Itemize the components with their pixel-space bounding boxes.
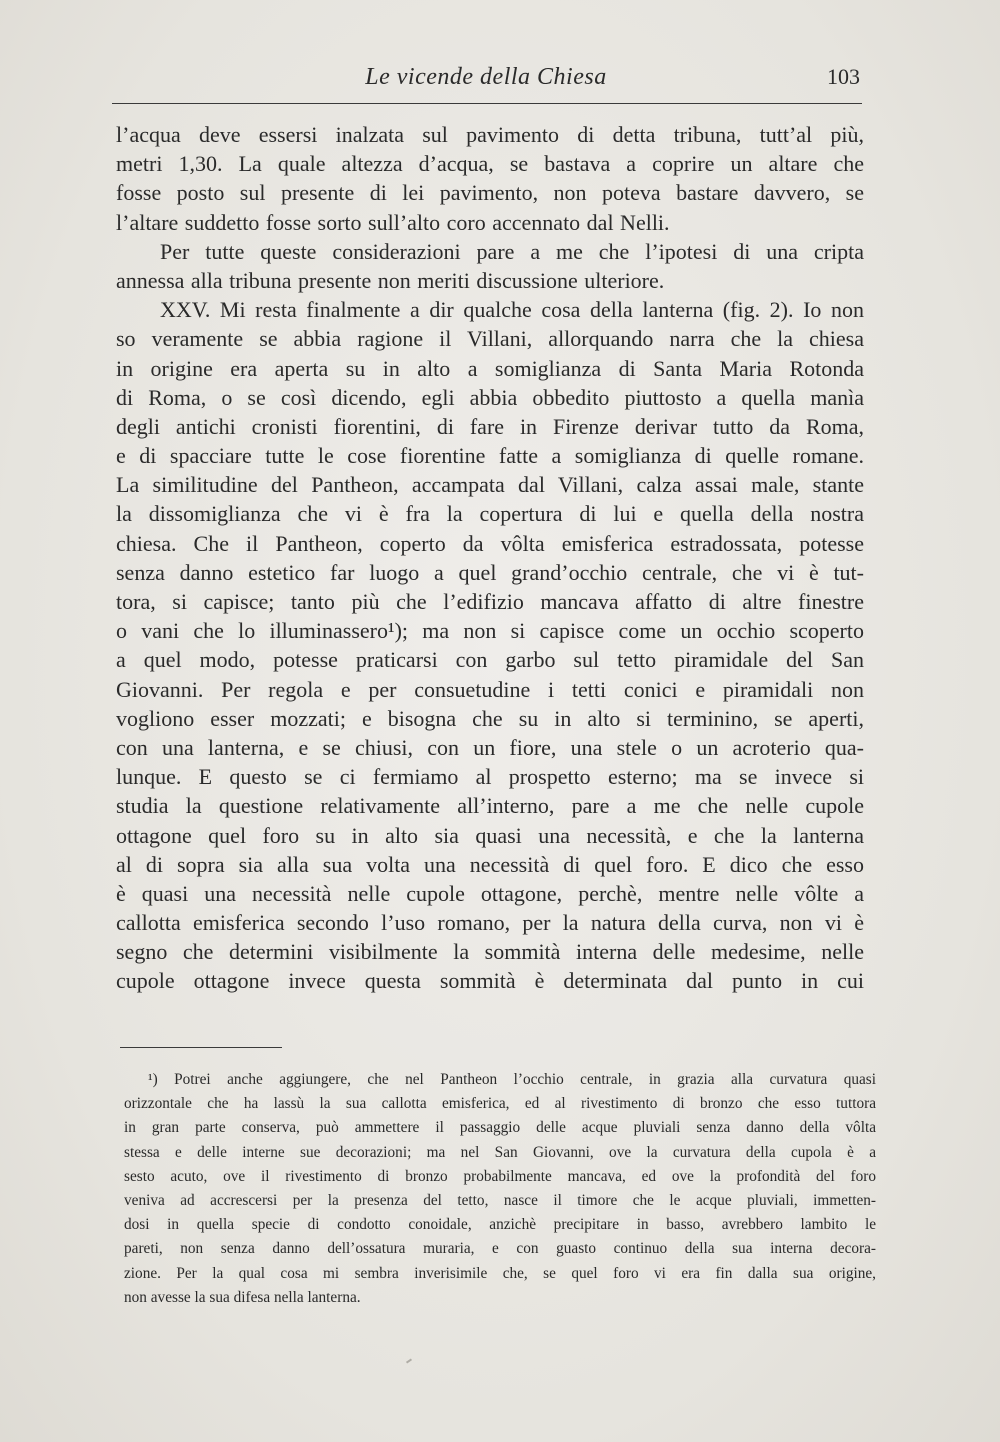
body-line: lunque. E questo se ci fermiamo al prospetto esterno; ma se invece si <box>116 764 864 790</box>
body-line: degli antichi cronisti fiorentini, di fare in Firenze derivar tutto da Roma, <box>116 413 864 439</box>
body-line: a quel modo, potesse praticarsi con garbo sul tetto piramidale del San <box>116 647 864 673</box>
body-line: cupole ottagone invece questa sommità è determinata dal punto in cui <box>116 968 864 994</box>
footnote-rule <box>120 1047 282 1048</box>
body-line: vogliono esser mozzati; e bisogna che su in alto si terminino, se aperti, <box>116 705 864 731</box>
body-line: di Roma, o se così dicendo, egli abbia obbedito piuttosto a quella manìa <box>116 384 864 410</box>
footnote-line: zione. Per la qual cosa mi sembra inverisimile che, se quel foro vi era fin dalla sua origine, <box>124 1264 876 1282</box>
body-line: callotta emisferica secondo l’uso romano, per la natura della curva, non vi è <box>116 910 864 936</box>
body-line: con una lanterna, e se chiusi, con un fiore, una stele o un acroterio qua- <box>116 734 864 760</box>
body-line: o vani che lo illuminassero¹); ma non si capisce come un occhio scoperto <box>116 618 864 644</box>
running-title: Le vicende della Chiesa <box>365 64 607 90</box>
body-line: ottagone quel foro su in alto sia quasi una necessità, e che la lanterna <box>116 822 864 848</box>
footnotes <box>124 1068 876 1310</box>
body-line: al di sopra sia alla sua volta una necessità di quel foro. E dico che esso <box>116 851 864 877</box>
paper-speck <box>406 1358 412 1363</box>
body-line: XXV. Mi resta finalmente a dir qualche cosa della lanterna (fig. 2). Io non <box>160 297 864 323</box>
footnote-line: veniva ad accrescersi per la presenza del tetto, nasce il timore che le acque pluviali, immetten- <box>124 1191 876 1209</box>
footnote-line: in gran parte conserva, può ammettere il passaggio delle acque pluviali senza danno della vôlta <box>124 1119 876 1137</box>
running-head <box>112 58 860 94</box>
body-line: è quasi una necessità nelle cupole ottagone, perchè, mentre nelle vôlte a <box>116 880 864 906</box>
body-line: in origine era aperta su in alto a somiglianza di Santa Maria Rotonda <box>116 355 864 381</box>
footnote-line: ¹) Potrei anche aggiungere, che nel Pantheon l’occhio centrale, in grazia alla curvatura quasi <box>148 1071 876 1088</box>
body-line: la dissomiglianza che vi è fra la copertura di lui e quella della nostra <box>116 501 864 527</box>
footnote-line: stessa e delle interne sue decorazioni; ma nel San Giovanni, ove la curvatura della cupola è a <box>124 1143 876 1161</box>
body-line: chiesa. Che il Pantheon, coperto da vôlta emisferica estradossata, potesse <box>116 530 864 556</box>
body-line: metri 1,30. La quale altezza d’acqua, se bastava a coprire un altare che <box>116 151 864 177</box>
body-text <box>116 120 864 996</box>
footnote-line: pareti, non senza danno dell’ossatura muraria, e con guasto continuo della sua interna decora- <box>124 1240 876 1258</box>
page-number: 103 <box>827 64 860 89</box>
footnote-line: orizzontale che ha lassù la sua callotta emisferica, ed al rivestimento di bronzo che esso tuttora <box>124 1095 876 1113</box>
body-line: tora, si capisce; tanto più che l’edifizio mancava affatto di altre finestre <box>116 589 864 614</box>
footnote-line: sesto acuto, ove il rivestimento di bronzo probabilmente mancava, ed ove la profondità del foro <box>124 1167 876 1185</box>
body-line: e di spacciare tutte le cose fiorentine fatte a somiglianza di quelle romane. <box>116 443 864 469</box>
body-line: senza danno estetico far luogo a quel grand’occhio centrale, che vi è tut- <box>116 559 864 585</box>
body-line: La similitudine del Pantheon, accampata dal Villani, calza assai male, stante <box>116 472 864 498</box>
header-rule <box>112 103 862 104</box>
footnote-line: non avesse la sua difesa nella lanterna. <box>124 1288 361 1306</box>
footnote-line: dosi in quella specie di condotto conoidale, anzichè precipitare in basso, avrebbero lambito le <box>124 1216 876 1234</box>
body-line: studia la questione relativamente all’interno, pare a me che nelle cupole <box>116 793 864 819</box>
body-line: so veramente se abbia ragione il Villani, allorquando narra che la chiesa <box>116 326 864 352</box>
body-line: Giovanni. Per regola e per consuetudine i tetti conici e piramidali non <box>116 676 864 702</box>
body-line: segno che determini visibilmente la sommità interna delle medesime, nelle <box>116 939 864 965</box>
body-line: l’acqua deve essersi inalzata sul pavimento di detta tribuna, tutt’al più, <box>116 122 864 147</box>
body-line: Per tutte queste considerazioni pare a me che l’ipotesi di una cripta <box>160 238 864 264</box>
body-line: fosse posto sul presente di lei pavimento, non poteva bastare davvero, se <box>116 180 864 206</box>
body-line: annessa alla tribuna presente non meriti discussione ulteriore. <box>116 267 665 293</box>
body-line: l’altare suddetto fosse sorto sull’alto coro accennato dal Nelli. <box>116 209 670 235</box>
